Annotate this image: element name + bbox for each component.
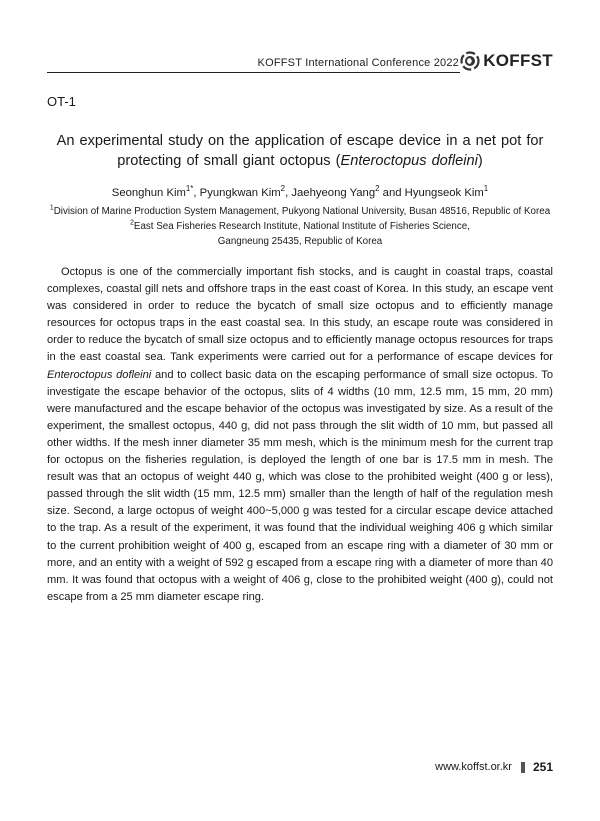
author-name: Jaehyeong Yang [291,187,376,199]
affiliation-mark: 1 [49,204,54,212]
author-separator: and [379,187,405,199]
author-list [47,185,553,201]
author-affiliation-mark: 1 [483,184,489,194]
author-name: Seonghun Kim [111,187,186,199]
conference-name: KOFFST International Conference 2022 [257,57,459,69]
page-number: 251 [532,760,553,774]
author-separator: , [285,187,292,199]
abstract-text-part-1: Octopus is one of the commercially important fish stocks, and is caught in coastal traps, coastal complexes, coastal gill nets and offshore traps in the east coast of Korea. In this study, an escape vent was considered in order to reduce the bycatch of small size octopus and to efficiently manage resources for octopus traps in the east coastal sea. In this study, an escape route was considered in order to reduce the bycatch of small size octopus and to efficiently manage octopus resources for traps in the east coastal sea. Tank experiments were carried out for a performance of escape devices for [47,266,553,364]
title-species: Enteroctopus dofleini [340,153,478,169]
paper-title [47,131,553,171]
affiliation-text: Division of Marine Production System Management, Pukyong National University, Busan 48516, Republic of Korea [53,206,551,217]
affiliation-2 [20,220,580,234]
abstract-species: Enteroctopus dofleini [47,368,152,381]
abstract-body [47,264,553,606]
author-name: Hyungseok Kim [404,187,484,199]
page-footer [435,760,553,774]
affiliation-2-continued: Gangneung 25435, Republic of Korea [217,236,383,247]
koffst-logo [460,50,553,72]
session-code: OT-1 [47,94,76,109]
affiliation-1 [20,205,580,219]
abstract-text-part-2: and to collect basic data on the escaping performance of small size octopus. To investigate the escape behavior of the octopus, slits of 4 widths (10 mm, 12.5 mm, 15 mm, 20 mm) were manufactured and the escape behavior of the octopus was investigated by size. As a result of the experiment, the smallest octopus, 440 g, did not pass through the slit width of 10 mm, but passed all other widths. If the mesh inner diameter 35 mm mesh, which is the minimum mesh for the current trap for octopus on the fisheries regulation, is deployed the length of one bar is 17.5 mm in mesh. The result was that an octopus of weight 440 g, which was close to the prohibited weight (400 g or less), passed through the slit width (15 mm, 12.5 mm) smaller than the length of half of the regulation mesh size. Second, a large octopus of weight 400~5,000 g was tested for a circular escape device attached to the trap. As a result of the experiment, it was found that the individual weighing 406 g which similar to the current prohibition weight of 400 g, escaped from an escape ring with a diameter of 30 mm or more, and an entity with a weight of 592 g escaped from a escape ring with a diameter of more than 40 mm. It was found that octopus with a weight of 406 g, close to the prohibited weight (400 g), could not escape from a 25 mm diameter escape ring. [47,368,553,603]
author-affiliation-mark: 1* [185,184,194,194]
footer-divider [521,762,525,773]
author-separator: , [193,187,200,199]
title-line-1: An experimental study on the application of escape device in a net pot for [56,133,544,149]
author-affiliation-mark: 2 [280,184,286,194]
title-line-2-suffix: ) [477,153,483,169]
affiliation-text: East Sea Fisheries Research Institute, National Institute of Fisheries Science, [133,221,470,232]
title-line-2-prefix: protecting of small giant octopus ( [117,153,341,169]
koffst-logo-icon [460,51,480,71]
affiliation-mark: 2 [130,219,134,227]
author-affiliation-mark: 2 [375,184,380,194]
logo-text: KOFFST [483,51,553,70]
author-name: Pyungkwan Kim [199,187,281,199]
footer-url: www.koffst.or.kr [435,761,512,773]
page-header [47,46,553,74]
header-rule [47,72,460,73]
